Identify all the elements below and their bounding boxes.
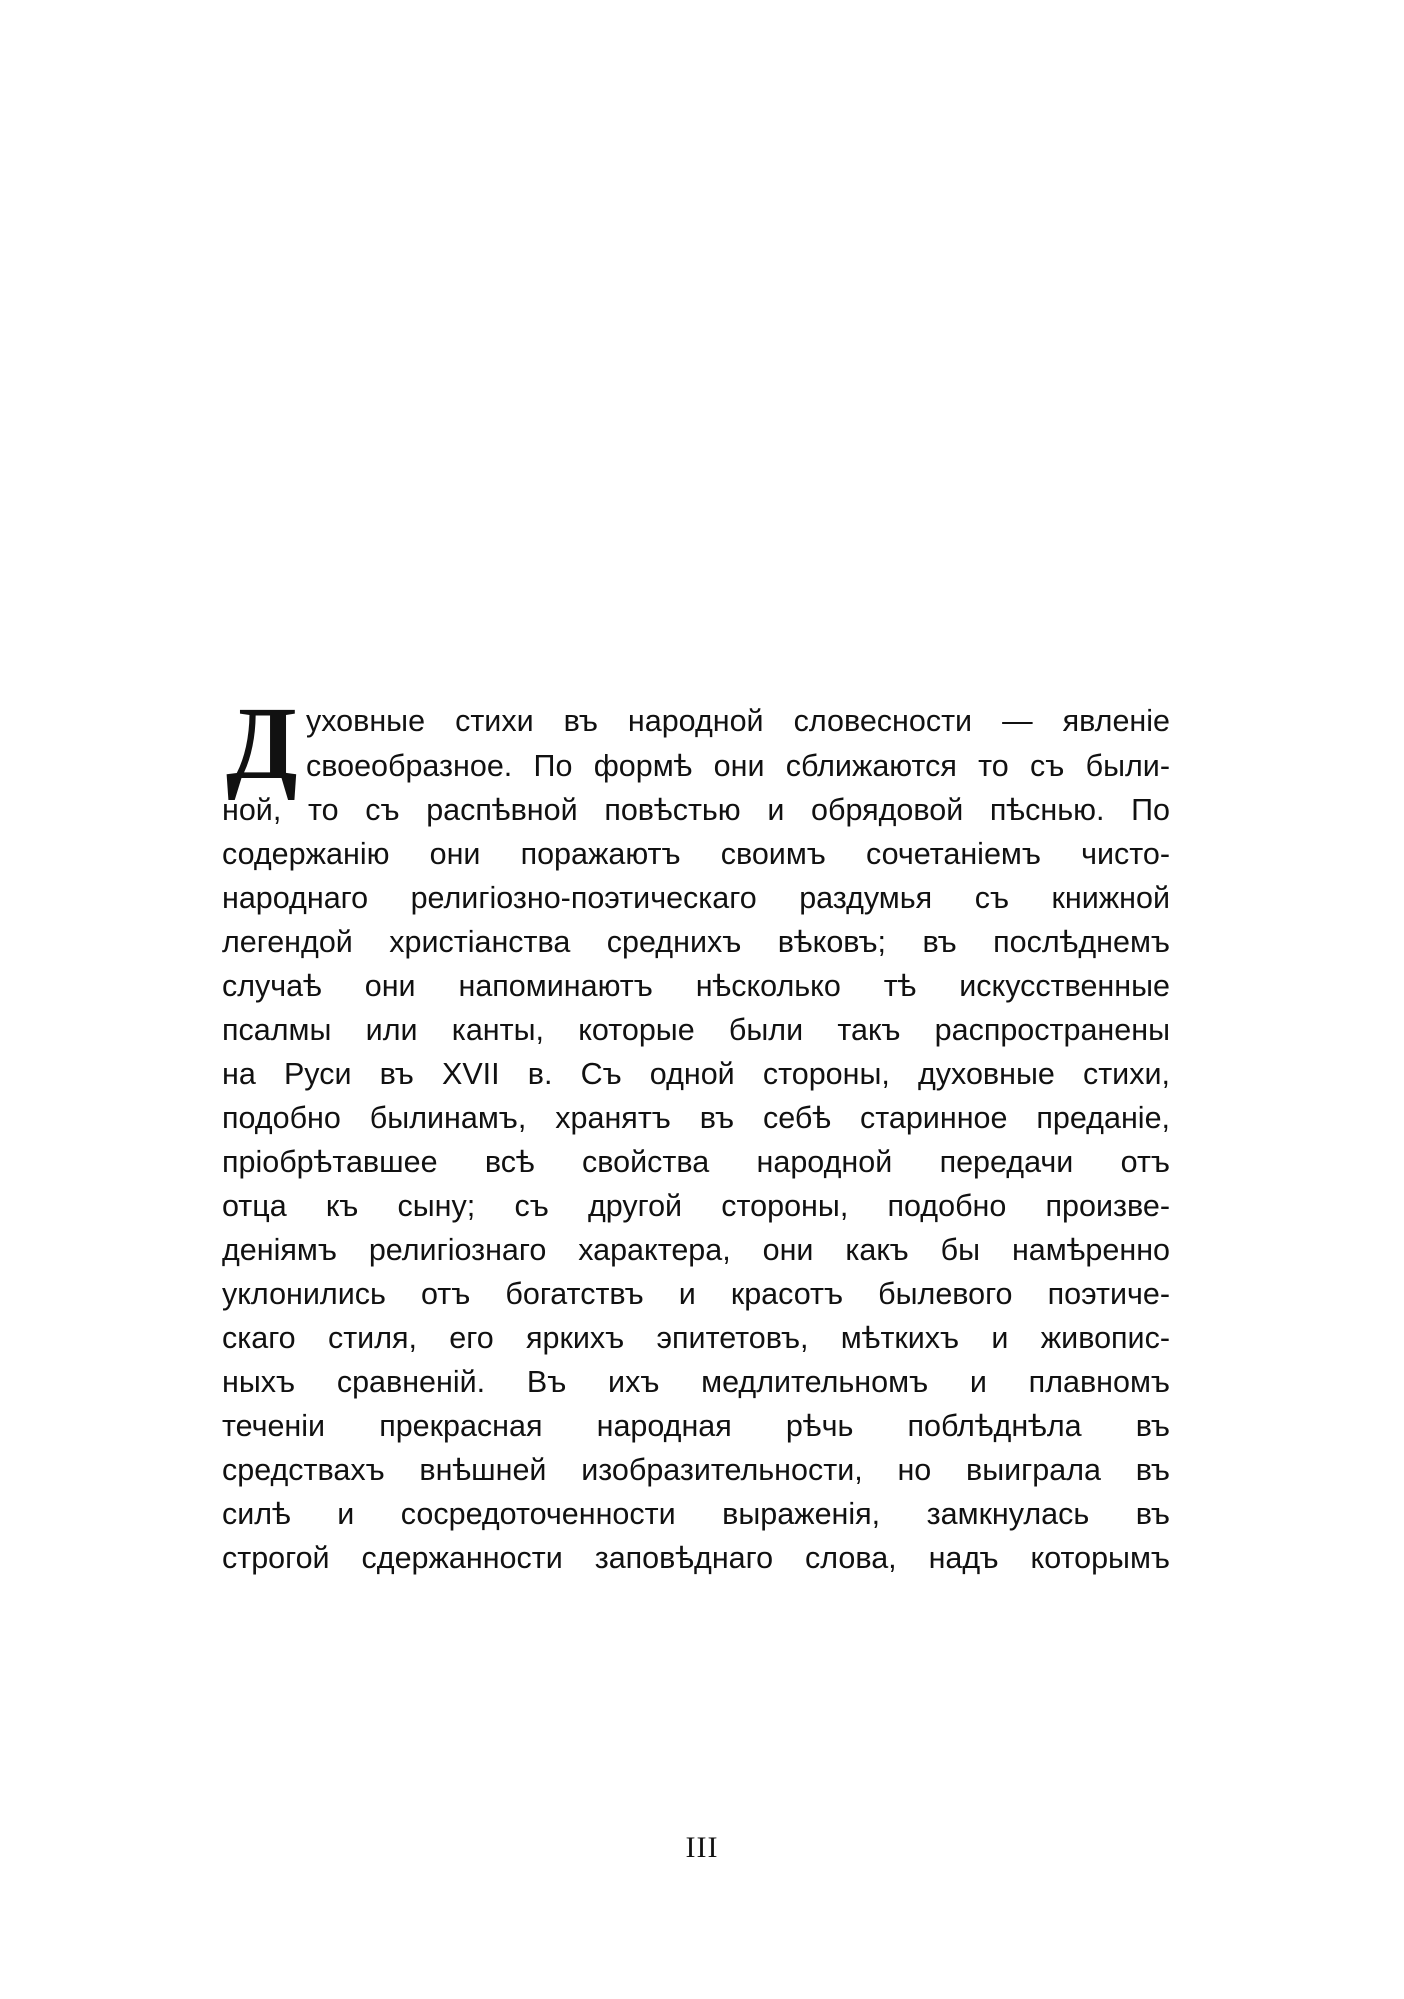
drop-cap-initial: Д [226,686,296,801]
text-line: отца къ сыну; съ другой стороны, подобно произве- [222,1189,1170,1223]
text-line: содержанію они поражаютъ своимъ сочетаніемъ чисто- [222,837,1170,871]
text-line: подобно былинамъ, хранятъ въ себѣ старинное преданіе, [222,1101,1170,1135]
text-line: силѣ и сосредоточенности выраженія, замкнулась въ [222,1497,1170,1531]
text-line: уклонились отъ богатствъ и красотъ былевого поэтиче- [222,1277,1170,1311]
text-line: скаго стиля, его яркихъ эпитетовъ, мѣткихъ и живопис- [222,1321,1170,1355]
text-line: случаѣ они напоминаютъ нѣсколько тѣ искусственные [222,969,1170,1003]
text-line: ныхъ сравненій. Въ ихъ медлительномъ и плавномъ [222,1365,1170,1399]
text-line: деніямъ религіознаго характера, они какъ бы намѣренно [222,1233,1170,1267]
page-number: III [685,1831,719,1864]
text-line: строгой сдержанности заповѣднаго слова, надъ которымъ [222,1541,1170,1575]
text-line: уховные стихи въ народной словесности — явленіе [306,704,1170,738]
text-line: ной, то съ распѣвной повѣстью и обрядовой пѣснью. По [222,793,1170,827]
text-line: теченіи прекрасная народная рѣчь поблѣднѣла въ [222,1409,1170,1443]
text-line: средствахъ внѣшней изобразительности, но выиграла въ [222,1453,1170,1487]
text-line: на Руси въ XVII в. Съ одной стороны, духовные стихи, [222,1057,1170,1091]
text-line: легендой христіанства среднихъ вѣковъ; въ послѣднемъ [222,925,1170,959]
text-line: псалмы или канты, которые были такъ распространены [222,1013,1170,1047]
text-line: пріобрѣтавшее всѣ свойства народной передачи отъ [222,1145,1170,1179]
text-line: своеобразное. По формѣ они сближаются то съ были- [306,749,1170,783]
text-line: народнаго религіозно-поэтическаго раздумья съ книжной [222,881,1170,915]
